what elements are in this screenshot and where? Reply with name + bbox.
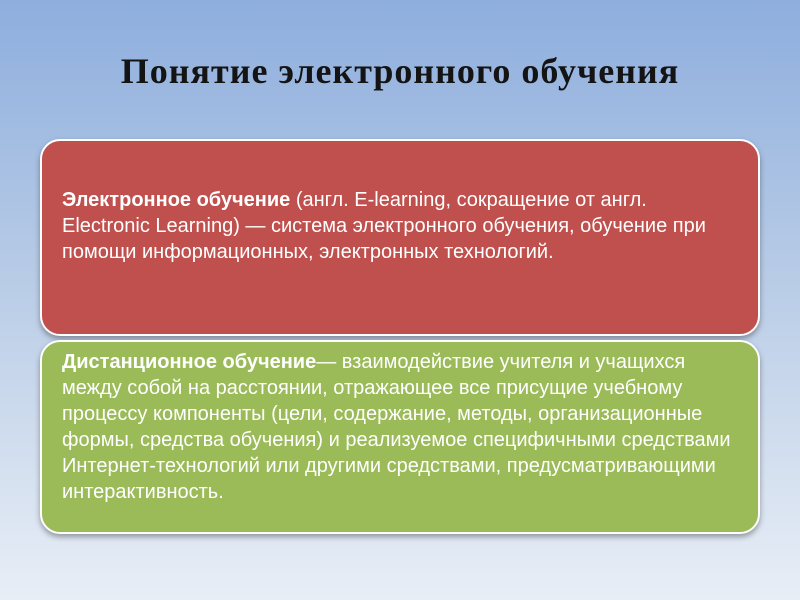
e-learning-term: Электронное обучение (62, 189, 291, 211)
slide-title: Понятие электронного обучения (120, 51, 680, 91)
distance-learning-definition-text: — взаимодействие учителя и учащихся между собой на расстоянии, отражающее все присущие учебному процессу компоненты (цели, содержание, методы, организационные формы, средства обучения) и реализуемое специфичными средствами Интернет-технологий или другими средствами, предусматривающими интерактивность. (62, 351, 731, 503)
distance-learning-term: Дистанционное обучение (62, 351, 317, 373)
e-learning-definition-text: (англ. E-learning, сокращение от англ. Electronic Learning) — система электронного обучения, обучение при помощи информационных, электронных технологий. (62, 189, 706, 263)
e-learning-definition-card (40, 139, 760, 336)
distance-learning-definition-card (40, 340, 760, 534)
